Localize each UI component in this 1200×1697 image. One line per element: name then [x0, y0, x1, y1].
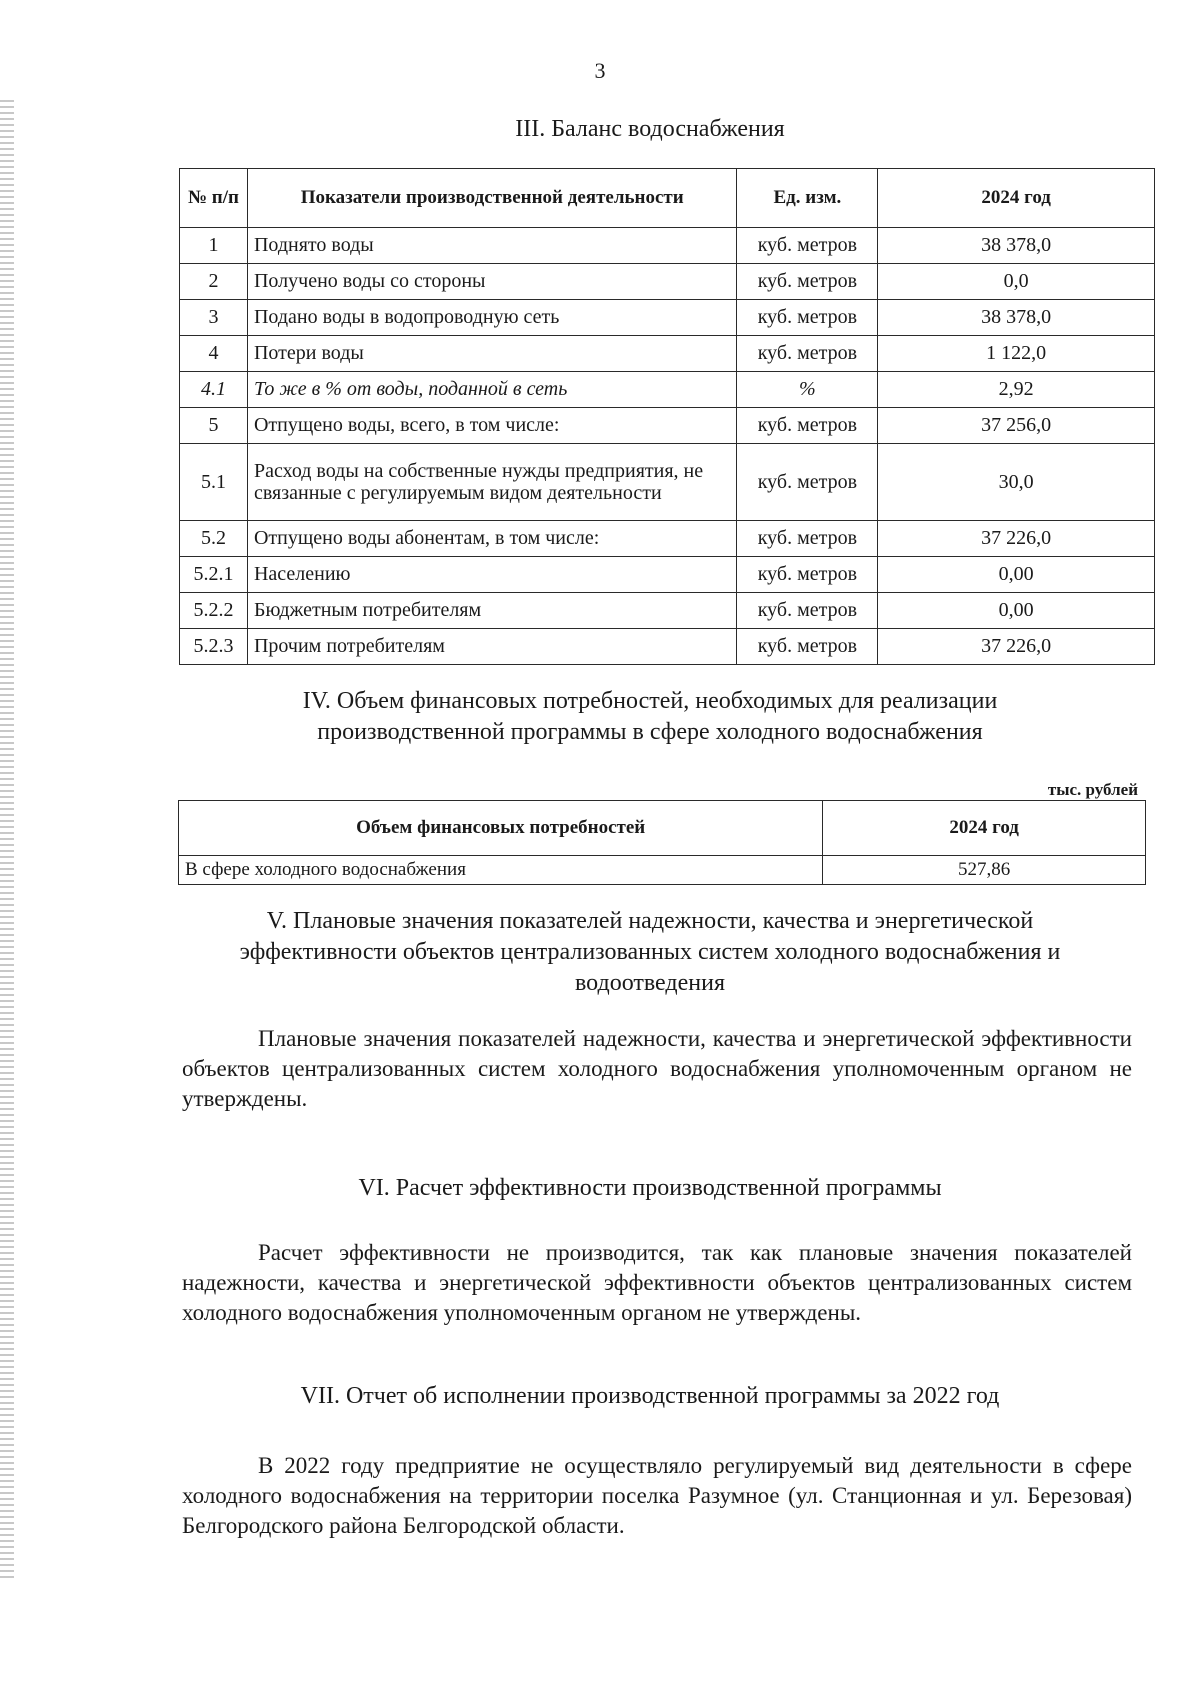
- section5-title-line1: V. Плановые значения показателей надежности, качества и энергетической: [266, 908, 1034, 934]
- table-row: [180, 336, 1155, 372]
- scan-edge-artifact: [0, 100, 14, 1580]
- row-value: 1 122,0: [878, 336, 1155, 372]
- row-number: 2: [180, 264, 248, 300]
- section5-paragraph: Плановые значения показателей надежности, качества и энергетической эффективности объектов централизованных систем холодного водоснабжения уполномоченным органом не утверждены.: [182, 1026, 1132, 1111]
- row-value: 37 226,0: [878, 521, 1155, 557]
- row-name: Расход воды на собственные нужды предприятия, не связанные с регулируемым видом деятельности: [247, 444, 736, 521]
- row-number: 1: [180, 228, 248, 264]
- row-value: 38 378,0: [878, 228, 1155, 264]
- row-unit: куб. метров: [737, 444, 878, 521]
- table-row: [180, 408, 1155, 444]
- table-row: [180, 521, 1155, 557]
- units-note: тыс. рублей: [1047, 780, 1138, 799]
- row-number: 4.1: [180, 372, 248, 408]
- table-header-row: [179, 801, 1146, 856]
- header-year: 2024 год: [823, 801, 1146, 856]
- section7-title: VII. Отчет об исполнении производственной программы за 2022 год: [300, 1383, 1000, 1409]
- table-row: [180, 444, 1155, 521]
- table-row: [180, 593, 1155, 629]
- row-value: 2,92: [878, 372, 1155, 408]
- row-number: 5: [180, 408, 248, 444]
- section6-paragraph: Расчет эффективности не производится, так как плановые значения показателей надежности, качества и энергетической эффективности объектов централизованных систем холодного водоснабжения уполномоченным органом не утверждены.: [182, 1240, 1132, 1325]
- row-name: Прочим потребителям: [247, 629, 736, 665]
- page-number: 3: [594, 58, 606, 83]
- water-balance-table: [179, 168, 1155, 665]
- row-name: Потери воды: [247, 336, 736, 372]
- header-year: 2024 год: [878, 169, 1155, 228]
- row-name: Получено воды со стороны: [247, 264, 736, 300]
- row-value: 30,0: [878, 444, 1155, 521]
- row-name: Подано воды в водопроводную сеть: [247, 300, 736, 336]
- row-unit: куб. метров: [737, 336, 878, 372]
- table-row: [180, 264, 1155, 300]
- table-row: [180, 228, 1155, 264]
- row-value: 0,00: [878, 557, 1155, 593]
- section3-title: III. Баланс водоснабжения: [515, 116, 785, 142]
- row-unit: куб. метров: [737, 300, 878, 336]
- row-number: 5.1: [180, 444, 248, 521]
- row-name: Поднято воды: [247, 228, 736, 264]
- table-row: [180, 300, 1155, 336]
- row-name: Отпущено воды абонентам, в том числе:: [247, 521, 736, 557]
- section7-paragraph: В 2022 году предприятие не осуществляло регулируемый вид деятельности в сфере холодного водоснабжения на территории поселка Разумное (ул. Станционная и ул. Березовая) Белгородского района Белгородской области.: [182, 1453, 1132, 1538]
- row-number: 5.2.3: [180, 629, 248, 665]
- row-unit: %: [737, 372, 878, 408]
- row-unit: куб. метров: [737, 521, 878, 557]
- row-name: Бюджетным потребителям: [247, 593, 736, 629]
- row-unit: куб. метров: [737, 408, 878, 444]
- section6-title: VI. Расчет эффективности производственной программы: [358, 1175, 942, 1201]
- row-value: 38 378,0: [878, 300, 1155, 336]
- header-number: № п/п: [180, 169, 248, 228]
- header-unit: Ед. изм.: [737, 169, 878, 228]
- table-row: [179, 856, 1146, 885]
- row-unit: куб. метров: [737, 264, 878, 300]
- section4-title-line1: IV. Объем финансовых потребностей, необходимых для реализации: [302, 688, 998, 714]
- row-name: Населению: [247, 557, 736, 593]
- row-number: 5.2.1: [180, 557, 248, 593]
- row-value: 0,00: [878, 593, 1155, 629]
- row-value: 37 256,0: [878, 408, 1155, 444]
- header-indicator: Показатели производственной деятельности: [247, 169, 736, 228]
- row-unit: куб. метров: [737, 557, 878, 593]
- header-financial-needs: Объем финансовых потребностей: [179, 801, 823, 856]
- financial-needs-table: [178, 800, 1146, 885]
- row-unit: куб. метров: [737, 593, 878, 629]
- row-value: 527,86: [823, 856, 1146, 885]
- row-name: То же в % от воды, поданной в сеть: [247, 372, 736, 408]
- row-unit: куб. метров: [737, 629, 878, 665]
- table-row: [180, 557, 1155, 593]
- row-number: 5.2: [180, 521, 248, 557]
- section5-title-line2: эффективности объектов централизованных систем холодного водоснабжения и: [239, 939, 1061, 965]
- row-number: 4: [180, 336, 248, 372]
- section5-title-line3: водоотведения: [575, 970, 725, 996]
- row-value: 0,0: [878, 264, 1155, 300]
- section4-title-line2: производственной программы в сфере холодного водоснабжения: [317, 719, 983, 745]
- row-number: 5.2.2: [180, 593, 248, 629]
- row-name: В сфере холодного водоснабжения: [179, 856, 823, 885]
- row-value: 37 226,0: [878, 629, 1155, 665]
- table-row: [180, 629, 1155, 665]
- row-unit: куб. метров: [737, 228, 878, 264]
- row-number: 3: [180, 300, 248, 336]
- table-row: [180, 372, 1155, 408]
- table-header-row: [180, 169, 1155, 228]
- row-name: Отпущено воды, всего, в том числе:: [247, 408, 736, 444]
